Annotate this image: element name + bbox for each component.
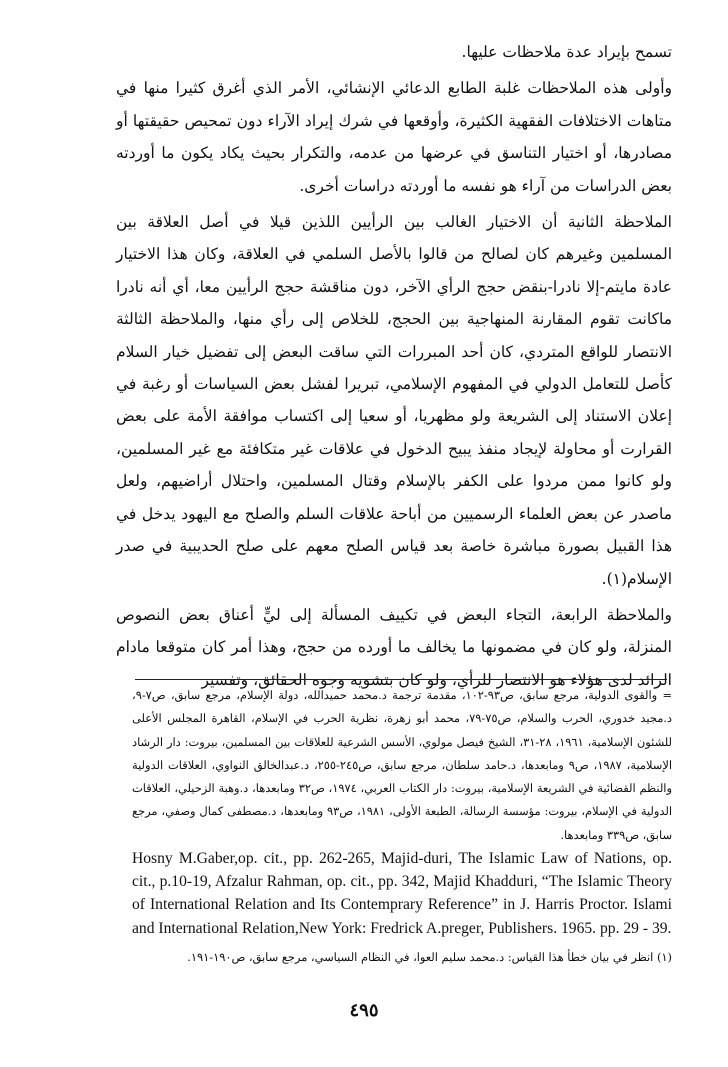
paragraph-fourth-observation: والملاحظة الرابعة، التجاء البعض في تكييف المسألة إلى ليٍّ أعناق بعض النصوص المنزلة، ولو كان في مضمونها ما يخالف ما أورده من حجج، وهذا أمر كان متوقعا مادام الرائد لدى هؤلاء هو الانتصار للرأي، ولو كان بتشويه وجوه الحقائق، وتفسير xyxy=(116,605,672,689)
paragraph-second-third-observation: الملاحظة الثانية أن الاختيار الغالب بين الرأيين اللذين قيلا في أصل العلاقة بين المسلمين وغيرهم كان لصالح من قالوا بالأصل السلمي في العلاقة، وكان هذا الاختيار عادة مايتم-إلا نادرا-بنقض حجج الرأي الآخر، دون مناقشة حجج الرأيين معا، أي أنه نادرا ماكانت تقوم المقارنة المنهاجية بين الحجج، للخلاص إلى رأي منها، والملاحظة الثالثة الانتصار للواقع المتردي، كان أحد المبررات التي ساقت البعض إلى تفضيل خيار السلام كأصل للتعامل الدولي في المفهوم الإسلامي، تبريرا لفشل بعض السياسات أو رغبة في إعلان الاستناد إلى الشريعة ولو مظهريا، أو سعيا إلى اكتساب موافقة الأمة على بعض القرارت أو محاولة لإيجاد منفذ يبيح الدخول في علاقات غير متكافئة مع غير المسلمين، ولو كانوا ممن مردوا على الكفر بالإسلام وقتال المسلمين، واحتلال أراضيهم، ولعل ماصدر عن بعض العلماء الرسميين من أباحة علاقات السلم والصلح مع اليهود يدخل في هذا القبيل بصورة مباشرة خاصة بعد قياس الصلح معهم على صلح الحديبية في صدر الإسلام(١). xyxy=(116,213,672,588)
page-number: ٤٩٥ xyxy=(349,1000,379,1021)
footnote-1: (١) انظر في بيان خطأ هذا القياس: د.محمد سليم العوا، في النظام السياسي، مرجع سابق، ص١٩٠-١٩١. xyxy=(187,949,672,964)
paragraph-first-observation: وأولى هذه الملاحظات غلبة الطابع الدعائي الإنشائي، الأمر الذي أغرق كثيرا منها في متاهات الاختلافات الفقهية الكثيرة، وأوقعها في شرك إيراد الآراء دون تمحيص حقيقتها أو مصادرها، أو اختيار التناسق في عرضها من عدمه، والتكرار بحيث يكاد يكون ما أوردته بعض الدراسات من آراء هو نفسه ما أوردته دراسات أخرى. xyxy=(116,79,672,195)
footnote-separator xyxy=(135,679,667,680)
opening-line: تسمح بإيراد عدة ملاحظات عليها. xyxy=(461,43,672,61)
footnote-english-references: Hosny M.Gaber,op. cit., pp. 262-265, Majid-duri, The Islamic Law of Nations, op. cit., p.10-19, Afzalur Rahman, op. cit., pp. 342, Majid Khadduri, “The Islamic Theory of International Relation and Its Contemprary Reference” in J. Harris Proctor. Islami and International Relation,New York: Fredrick A.preger, Publishers. 1965. pp. 29 - 39. xyxy=(132,850,672,937)
footnote-arabic-continued: = والقوى الدولية، مرجع سابق، ص٩٣-١٠٢، مقدمة ترجمة د.محمد حميدالله، دولة الإسلام، مرجع سابق، ص٧-٩، د.مجيد خدوري، الحرب والسلام، ص٧٥-٧٩، محمد أبو زهرة، نظرية الحرب في الإسلام، القاهرة المجلس الأعلى للشئون الإسلامية، ١٩٦١، ٢٨-٣١، الشيخ فيصل مولوي، الأسس الشرعية للعلاقات بين المسلمين، بيروت: دار الرشاد الإسلامية، ١٩٨٧، ص٩ ومابعدها، د.حامد سلطان، مرجع سابق، ص٢٤٥-٢٥٥، د.عبدالخالق النواوي، العلاقات الدولية والنظم القضائية في الشريعة الإسلامية، بيروت: دار الكتاب العربي، ١٩٧٤، ص٣٢ ومابعدها، د.وهبة الزحيلي، العلاقات الدولية في الإسلام، بيروت: مؤسسة الرسالة، الطبعة الأولى، ١٩٨١، ص٩٣ ومابعدها، د.مصطفى كمال وصفي، مرجع سابق، ص٣٣٩ ومابعدها. xyxy=(132,688,673,842)
footnotes xyxy=(132,684,672,969)
main-text xyxy=(116,36,672,696)
